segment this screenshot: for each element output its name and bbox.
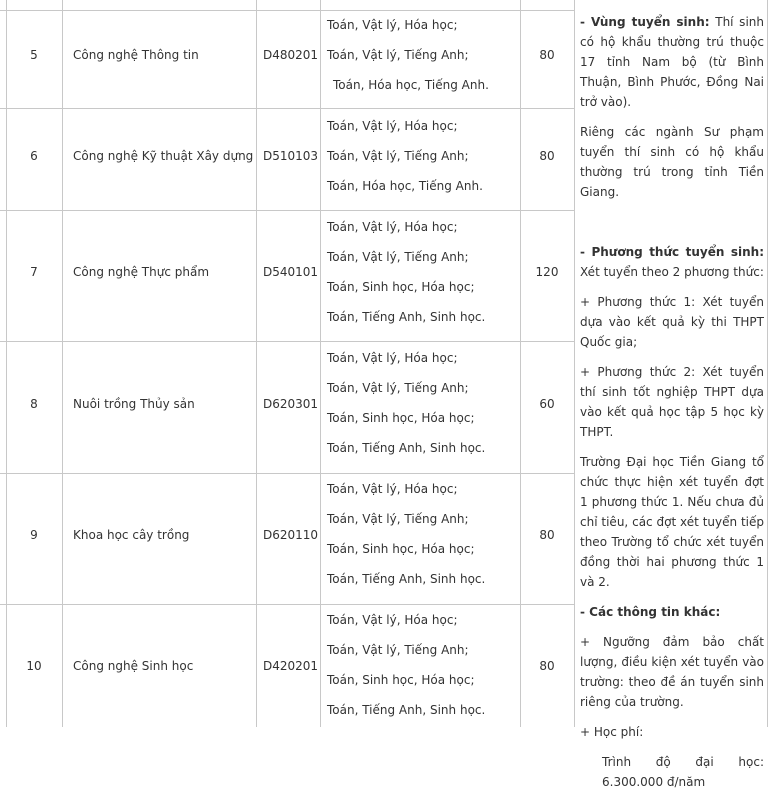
quota: 80 <box>539 149 555 163</box>
quota: 60 <box>539 397 555 411</box>
subject-combo: Toán, Vật lý, Hóa học; <box>327 119 458 133</box>
method-2: + Phương thức 2: Xét tuyển thí sinh tốt nghiệp THPT dựa vào kết quả học tập 5 học kỳ THPT. <box>580 365 764 439</box>
major-name: Công nghệ Thông tin <box>73 48 199 62</box>
table-border <box>320 0 321 727</box>
method-text: Xét tuyển theo 2 phương thức: <box>580 265 764 279</box>
quota: 80 <box>539 659 555 673</box>
major-name: Khoa học cây trồng <box>73 528 190 542</box>
table-border <box>6 0 7 727</box>
row-number: 9 <box>30 528 38 542</box>
major-name: Nuôi trồng Thủy sản <box>73 397 195 411</box>
major-code: D480201 <box>263 48 319 62</box>
row-border <box>0 473 574 474</box>
subject-combo: Toán, Tiếng Anh, Sinh học. <box>327 441 486 455</box>
table-border <box>574 0 575 727</box>
other-1: + Ngưỡng đảm bảo chất lượng, điều kiện xét tuyển vào trường: theo đề án tuyển sinh riêng của trường. <box>580 635 764 709</box>
subject-combo: Toán, Hóa học, Tiếng Anh. <box>333 78 489 92</box>
major-code: D620110 <box>263 528 319 542</box>
subject-combo: Toán, Vật lý, Tiếng Anh; <box>327 250 469 264</box>
row-border <box>0 604 574 605</box>
subject-combo: Toán, Vật lý, Hóa học; <box>327 220 458 234</box>
subject-combo: Toán, Vật lý, Tiếng Anh; <box>327 643 469 657</box>
region-text: Thí sinh có hộ khẩu thường trú thuộc 17 tỉnh Nam bộ (từ Bình Thuận, Bình Phước, Đồng Nai trở vào). <box>580 15 764 109</box>
row-number: 7 <box>30 265 38 279</box>
major-code: D510103 <box>263 149 319 163</box>
region-note: Riêng các ngành Sư phạm tuyển thí sinh có hộ khẩu thường trú trong tỉnh Tiền Giang. <box>580 125 764 199</box>
row-border <box>0 210 574 211</box>
subject-combo: Toán, Sinh học, Hóa học; <box>327 411 475 425</box>
method-1: + Phương thức 1: Xét tuyển dựa vào kết quả kỳ thi THPT Quốc gia; <box>580 295 764 349</box>
subject-combo: Toán, Vật lý, Hóa học; <box>327 482 458 496</box>
subject-combo: Toán, Sinh học, Hóa học; <box>327 673 475 687</box>
subject-combo: Toán, Sinh học, Hóa học; <box>327 280 475 294</box>
row-number: 5 <box>30 48 38 62</box>
major-code: D620301 <box>263 397 319 411</box>
row-number: 8 <box>30 397 38 411</box>
method-paragraph <box>580 242 764 282</box>
table-border <box>520 0 521 727</box>
subject-combo: Toán, Vật lý, Tiếng Anh; <box>327 149 469 163</box>
method-label: - Phương thức tuyển sinh: <box>580 245 764 259</box>
row-border <box>0 341 574 342</box>
major-name: Công nghệ Kỹ thuật Xây dựng <box>73 149 254 163</box>
quota: 80 <box>539 48 555 62</box>
subject-combo: Toán, Vật lý, Hóa học; <box>327 351 458 365</box>
quota: 120 <box>535 265 559 279</box>
fee-label: + Học phí: <box>580 725 644 739</box>
row-border <box>0 10 574 11</box>
admission-info <box>580 12 764 802</box>
major-code: D540101 <box>263 265 319 279</box>
major-code: D420201 <box>263 659 319 673</box>
region-label: - Vùng tuyển sinh: <box>580 15 710 29</box>
subject-combo: Toán, Vật lý, Hóa học; <box>327 18 458 32</box>
row-number: 6 <box>30 149 38 163</box>
major-name: Công nghệ Thực phẩm <box>73 265 210 279</box>
major-name: Công nghệ Sinh học <box>73 659 194 673</box>
subject-combo: Toán, Tiếng Anh, Sinh học. <box>327 310 486 324</box>
subject-combo: Toán, Tiếng Anh, Sinh học. <box>327 572 486 586</box>
method-note: Trường Đại học Tiền Giang tổ chức thực hiện xét tuyển đợt 1 phương thức 1. Nếu chưa đủ chỉ tiêu, các đợt xét tuyển tiếp theo Trường tổ chức xét tuyển đồng thời hai phương thức 1 và 2. <box>580 455 764 589</box>
subject-combo: Toán, Vật lý, Tiếng Anh; <box>327 512 469 526</box>
subject-combo: Toán, Hóa học, Tiếng Anh. <box>327 179 483 193</box>
fee-university: Trình độ đại học: 6.300.000 đ/năm <box>602 755 764 789</box>
subject-combo: Toán, Vật lý, Hóa học; <box>327 613 458 627</box>
quota: 80 <box>539 528 555 542</box>
row-number: 10 <box>26 659 42 673</box>
row-border <box>0 108 574 109</box>
subject-combo: Toán, Vật lý, Tiếng Anh; <box>327 381 469 395</box>
table-border <box>767 0 768 727</box>
subject-combo: Toán, Sinh học, Hóa học; <box>327 542 475 556</box>
subject-combo: Toán, Tiếng Anh, Sinh học. <box>327 703 486 717</box>
table-border <box>62 0 63 727</box>
other-label: - Các thông tin khác: <box>580 605 721 619</box>
region-paragraph <box>580 12 764 112</box>
table-border <box>256 0 257 727</box>
other-paragraph <box>580 602 764 622</box>
subject-combo: Toán, Vật lý, Tiếng Anh; <box>327 48 469 62</box>
